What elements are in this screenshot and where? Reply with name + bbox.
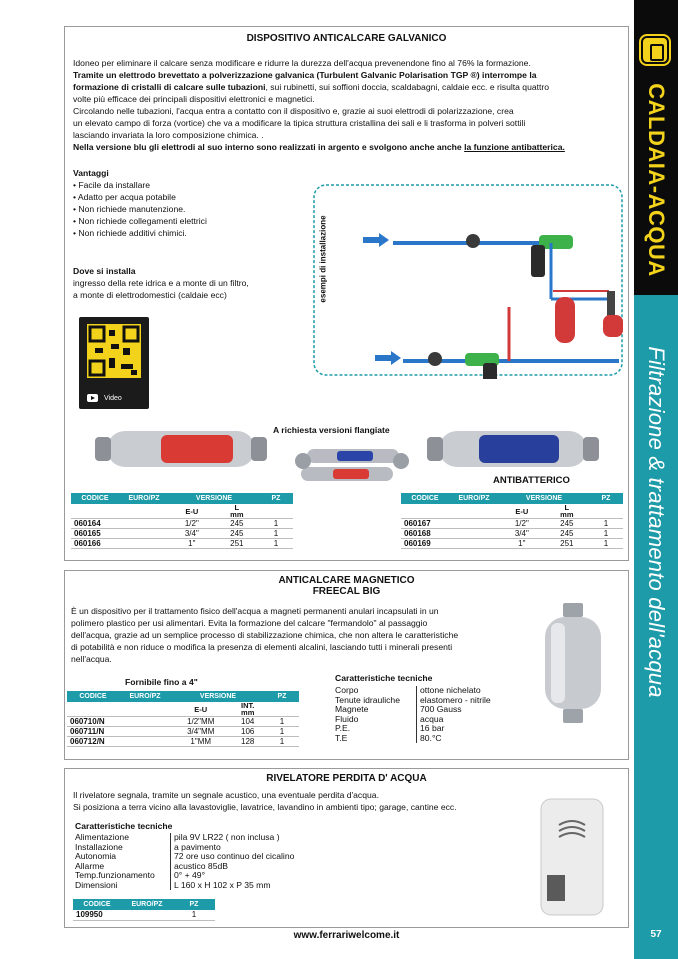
spec-key: Fluido <box>335 715 417 725</box>
cell-code: 060166 <box>71 539 119 549</box>
price-table-freecal <box>67 691 299 747</box>
specs-list <box>75 833 294 890</box>
cell-code: 060164 <box>71 519 119 529</box>
section-subtitle: FREECAL BIG <box>312 586 381 597</box>
table-subheader <box>401 504 623 519</box>
spec-value: acustico 85dB <box>174 860 228 871</box>
install-title: Dove si installa <box>73 266 136 276</box>
advantage-item: • Adatto per acqua potabile <box>73 192 176 202</box>
text-line: Il rivelatore segnala, tramite un segnale acustico, una eventuale perdita d'acqua. <box>73 790 379 800</box>
cell-eu: 3/4" <box>499 529 545 539</box>
flange-note: A richiesta versioni flangiate <box>273 425 390 435</box>
advantage-item: • Non richiede manutenzione. <box>73 204 186 214</box>
category-subtitle: Filtrazione & trattamento dell'acqua <box>644 346 669 698</box>
spec-key: Corpo <box>335 686 417 696</box>
section-title: ANTICALCARE MAGNETICO <box>278 575 415 586</box>
cell-qty: 1 <box>265 717 299 727</box>
table-header <box>401 493 623 504</box>
spec-key: T.E <box>335 734 417 744</box>
install-line: a monte di elettrodomestici (caldaie ecc) <box>73 290 227 300</box>
advantage-item: • Non richiede additivi chimici. <box>73 228 187 238</box>
spec-row <box>335 705 491 715</box>
cell-qty: 1 <box>265 727 299 737</box>
description <box>73 57 625 153</box>
col-code: CODICE <box>71 493 119 504</box>
table-row <box>401 519 623 529</box>
spec-key: Installazione <box>75 843 171 853</box>
advantage-item: • Facile da installare <box>73 180 151 190</box>
cell-code: 060165 <box>71 529 119 539</box>
col-qty: PZ <box>265 691 299 702</box>
section-galvanic-descaler <box>64 26 629 561</box>
intro-line: Idoneo per eliminare il calcare senza modificare e ridurre la durezza dell'acqua prevenendone fino al 76% la formazione. <box>73 58 531 68</box>
advantage-item: • Non richiede collegamenti elettrici <box>73 216 207 226</box>
text-line: Si posiziona a terra vicino alla lavastoviglie, lavatrice, lavandino in ambienti tipo; garage, cantine ecc. <box>73 802 457 812</box>
qr-pattern <box>87 324 141 378</box>
text-line: È un dispositivo per il trattamento fisico dell'acqua a magneti permanenti anulari incapsulati in un <box>71 606 439 616</box>
price-table-red <box>71 493 293 549</box>
text-line: dell'acqua, grazie ad un semplice processo di stabilizzazione chimica, che non altera le caratteristiche <box>71 630 459 640</box>
text-line: un elevato campo di forza (vortice) che va a modificare la tipica struttura cristallina dei sali e li trasforma in polveri sottili <box>73 118 526 128</box>
cell-qty: 1 <box>265 737 299 747</box>
price-table-detector <box>73 899 215 921</box>
col-price: EURO/PZ <box>119 493 169 504</box>
bold-span: formazione di cristalli di calcare sulle tubazioni <box>73 82 266 92</box>
cell-qty: 1 <box>589 519 623 529</box>
description <box>73 789 533 813</box>
text-line: lasciando invariata la loro composizione chimica. . <box>73 130 264 140</box>
table-subheader <box>71 504 293 519</box>
col-version: VERSIONE <box>499 493 589 504</box>
table-subheader <box>67 702 299 717</box>
spec-value: ottone nichelato <box>420 685 481 695</box>
cell-code: 060167 <box>401 519 449 529</box>
qr-code-icon <box>87 324 141 378</box>
spec-key: Autonomia <box>75 852 171 862</box>
supply-note: Fornibile fino a 4" <box>125 677 198 687</box>
table-row <box>67 737 299 747</box>
note-highlight: la funzione antibatterica. <box>464 142 565 152</box>
spec-key: Tenute idrauliche <box>335 696 417 706</box>
play-icon <box>87 394 98 402</box>
qr-code-video[interactable] <box>79 317 149 409</box>
install-line: ingresso della rete idrica e a monte di un filtro, <box>73 278 249 288</box>
spec-value: pila 9V LR22 ( non inclusa ) <box>174 832 280 842</box>
col-version: VERSIONE <box>171 691 265 702</box>
table-row <box>71 539 293 549</box>
blue-version-note <box>73 141 625 153</box>
footer-website[interactable]: www.ferrariwelcome.it <box>293 930 400 941</box>
text-line: polimero plastico per usi alimentari. Evita la formazione del calcare "fermandolo" al passaggio <box>71 618 428 628</box>
cell-length: 245 <box>545 519 589 529</box>
spec-value: L 160 x H 102 x P 35 mm <box>174 879 271 890</box>
diagram-label: esempi di installazione <box>318 215 328 303</box>
subheader-int: INT. mm <box>230 702 265 717</box>
cell-length: 251 <box>545 539 589 549</box>
table-header <box>73 899 215 910</box>
section-title: RIVELATORE PERDITA D' ACQUA <box>266 773 427 784</box>
cell-eu: 1" <box>499 539 545 549</box>
cell-code: 060168 <box>401 529 449 539</box>
col-code: CODICE <box>67 691 119 702</box>
table-row <box>67 727 299 737</box>
spec-key: Temp.funzionamento <box>75 871 171 881</box>
col-code: CODICE <box>73 899 121 910</box>
text-line: Circolando nelle tubazioni, l'acqua entra a contatto con il dispositivo e, grazie ai suoi elettrodi di polarizzazione, crea <box>73 106 514 116</box>
spec-row <box>335 734 491 744</box>
spec-value: acqua <box>420 713 444 724</box>
subheader-length: L mm <box>215 504 259 519</box>
cell-length: 245 <box>545 529 589 539</box>
cell-eu: 1/2" <box>169 519 215 529</box>
subheader-eu: E-U <box>169 504 215 519</box>
table-row <box>73 910 215 920</box>
spec-value: a pavimento <box>174 841 221 852</box>
advantages-title: Vantaggi <box>73 168 109 178</box>
installation-diagram <box>313 179 625 379</box>
specs-list <box>335 686 491 743</box>
spec-row <box>335 724 491 734</box>
text-line: di potabilità e non riduce o modifica la presenza di elementi alcalini, lasciando tutti i minerali presenti <box>71 642 453 652</box>
cell-code: 109950 <box>73 910 121 920</box>
cell-eu: 3/4"MM <box>171 727 230 737</box>
spec-value: 700 Gauss <box>420 704 462 714</box>
text-span: , sui rubinetti, sui soffioni doccia, scaldabagni, caldaie ecc. e risulta quattro <box>265 82 550 92</box>
spec-key: Allarme <box>75 862 171 872</box>
col-price: EURO/PZ <box>121 899 173 910</box>
category-title: CALDAIA-ACQUA <box>644 83 669 277</box>
specs-title: Caratteristiche tecniche <box>75 821 173 831</box>
cell-qty: 1 <box>173 910 215 920</box>
mixed-line <box>73 81 625 93</box>
col-code: CODICE <box>401 493 449 504</box>
subheader-length: L mm <box>545 504 589 519</box>
page-number: 57 <box>650 929 662 940</box>
freecal-image <box>537 601 609 727</box>
cell-code: 060710/N <box>67 717 119 727</box>
installation-info <box>73 265 303 301</box>
spec-row <box>335 715 491 725</box>
description <box>71 605 535 665</box>
table-row <box>71 529 293 539</box>
boiler-icon <box>641 36 669 64</box>
col-version: VERSIONE <box>169 493 259 504</box>
table-row <box>401 529 623 539</box>
advantages <box>73 167 293 239</box>
cell-code: 060712/N <box>67 737 119 747</box>
video-label: Video <box>104 394 122 402</box>
text-line: volte più efficace dei principali dispositivi elettronici e magnetici. <box>73 94 315 104</box>
col-price: EURO/PZ <box>449 493 499 504</box>
col-price: EURO/PZ <box>119 691 171 702</box>
cell-int: 104 <box>230 717 265 727</box>
subheader-eu: E-U <box>499 504 545 519</box>
subheader-eu: E-U <box>171 702 230 717</box>
cell-qty: 1 <box>259 539 293 549</box>
specs-title: Caratteristiche tecniche <box>335 673 433 683</box>
cell-eu: 3/4" <box>169 529 215 539</box>
bold-line: Tramite un elettrodo brevettato a polverizzazione galvanica (Turbulent Galvanic Polarisation TGP ®) interrompe la <box>73 70 537 80</box>
cell-eu: 1/2" <box>499 519 545 529</box>
table-header <box>67 691 299 702</box>
cell-qty: 1 <box>259 519 293 529</box>
flanged-versions-image <box>293 441 411 489</box>
section-title: DISPOSITIVO ANTICALCARE GALVANICO <box>246 33 447 44</box>
cell-qty: 1 <box>589 529 623 539</box>
leak-detector-image <box>533 795 613 923</box>
galvanic-blue-image <box>423 419 601 479</box>
spec-key: P.E. <box>335 724 417 734</box>
cell-code: 060169 <box>401 539 449 549</box>
col-qty: PZ <box>259 493 293 504</box>
antibacterial-label: ANTIBATTERICO <box>493 475 570 486</box>
section-leak-detector <box>64 768 629 928</box>
table-row <box>71 519 293 529</box>
text-line: nell'acqua. <box>71 654 112 664</box>
cell-qty: 1 <box>259 529 293 539</box>
galvanic-red-image <box>91 419 269 479</box>
table-header <box>71 493 293 504</box>
spec-value: 16 bar <box>420 723 445 733</box>
spec-value: 80.°C <box>420 732 442 743</box>
spec-key: Alimentazione <box>75 833 171 843</box>
spec-row <box>75 881 294 891</box>
col-qty: PZ <box>173 899 215 910</box>
cell-int: 106 <box>230 727 265 737</box>
cell-length: 245 <box>215 529 259 539</box>
spec-value: 0° + 49° <box>174 870 206 880</box>
cell-eu: 1" <box>169 539 215 549</box>
note-text: Nella versione blu gli elettrodi al suo interno sono realizzati in argento e svolgono anche anche <box>73 142 465 152</box>
cell-eu: 1/2"MM <box>171 717 230 727</box>
col-qty: PZ <box>589 493 623 504</box>
price-table-blue <box>401 493 623 549</box>
section-magnetic-descaler <box>64 570 629 760</box>
spec-key: Magnete <box>335 705 417 715</box>
cell-eu: 1"MM <box>171 737 230 747</box>
table-row <box>401 539 623 549</box>
video-link[interactable] <box>79 387 149 409</box>
spec-value: 72 ore uso continuo del cicalino <box>174 851 295 861</box>
spec-value: elastomero - nitrile <box>420 694 491 705</box>
cell-length: 245 <box>215 519 259 529</box>
cell-code: 060711/N <box>67 727 119 737</box>
spec-key: Dimensioni <box>75 881 171 891</box>
cell-qty: 1 <box>589 539 623 549</box>
cell-int: 128 <box>230 737 265 747</box>
cell-length: 251 <box>215 539 259 549</box>
table-row <box>67 717 299 727</box>
